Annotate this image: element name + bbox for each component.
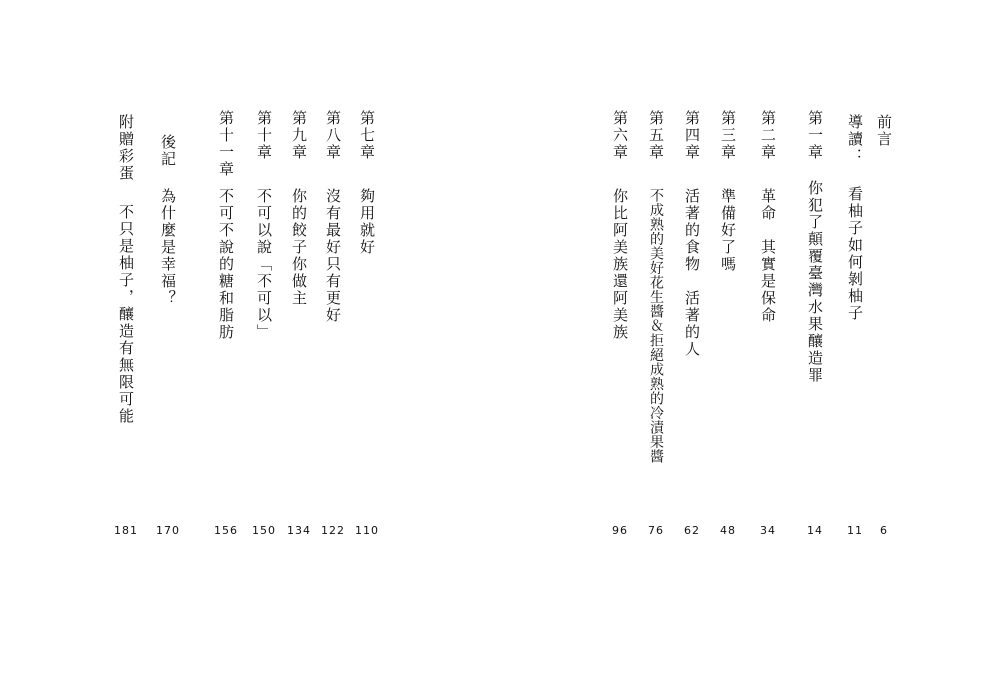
toc-entry-chapter-2	[756, 100, 796, 545]
chapter-title: 革命 其實是保命	[759, 188, 777, 324]
chapter-title: 不成熟的美好花生醬＆拒絕成熟的冷漬果醬	[648, 188, 664, 464]
chapter-label: 第十章	[255, 110, 273, 161]
chapter-label: 第六章	[611, 110, 629, 161]
toc-entry-bonus	[114, 100, 154, 545]
toc-entry-chapter-11	[214, 100, 254, 545]
toc-entry-afterword	[156, 100, 196, 545]
chapter-title: 你比阿美族還阿美族	[611, 188, 629, 341]
page-number: 11	[847, 524, 863, 537]
chapter-label: 第二章	[759, 110, 777, 161]
chapter-label: 第十一章	[217, 110, 235, 178]
chapter-label: 第一章	[806, 110, 824, 161]
page-number: 48	[720, 524, 736, 537]
chapter-label: 後記	[159, 134, 177, 168]
chapter-title: 你的餃子你做主	[290, 188, 308, 307]
page-number: 181	[114, 524, 138, 537]
toc-entry-chapter-9	[287, 100, 327, 545]
toc-entry-chapter-10	[252, 100, 292, 545]
page-number: 134	[287, 524, 311, 537]
toc-entry-chapter-8	[321, 100, 361, 545]
page-number: 96	[612, 524, 628, 537]
chapter-label: 第四章	[683, 110, 701, 161]
toc-entry-chapter-5	[644, 100, 684, 545]
chapter-label: 第九章	[290, 110, 308, 161]
chapter-title: 夠用就好	[358, 188, 376, 256]
page-number: 76	[648, 524, 664, 537]
page-number: 156	[214, 524, 238, 537]
page-number: 122	[321, 524, 345, 537]
chapter-title: 活著的食物 活著的人	[683, 188, 701, 358]
toc-entry-chapter-3	[716, 100, 756, 545]
toc-entry-chapter-4	[680, 100, 720, 545]
page-number: 6	[880, 524, 888, 537]
toc-entry-chapter-7	[355, 100, 395, 545]
page-number: 34	[760, 524, 776, 537]
toc-right-page	[500, 0, 1000, 676]
page-number: 110	[355, 524, 379, 537]
chapter-title: 沒有最好只有更好	[324, 188, 342, 324]
chapter-label: 第三章	[719, 110, 737, 161]
toc-entry-chapter-1	[803, 100, 843, 545]
page-number: 14	[807, 524, 823, 537]
chapter-title: 看柚子如何剝柚子	[846, 186, 864, 322]
chapter-title: 不只是柚子，釀造有無限可能	[117, 204, 135, 425]
page-number: 62	[684, 524, 700, 537]
chapter-label: 第五章	[647, 110, 665, 161]
chapter-title: 準備好了嗎	[719, 188, 737, 273]
chapter-title: 不可以說「不可以」	[255, 188, 273, 341]
chapter-label: 附贈彩蛋	[117, 114, 135, 182]
chapter-label: 導讀：	[846, 114, 864, 165]
chapter-title: 為什麼是幸福？	[159, 188, 177, 307]
chapter-label: 第八章	[324, 110, 342, 161]
page-number: 170	[156, 524, 180, 537]
page-number: 150	[252, 524, 276, 537]
toc-entry-guide	[843, 100, 883, 545]
chapter-label: 前言	[875, 114, 893, 148]
chapter-label: 第七章	[358, 110, 376, 161]
toc-entry-chapter-6	[608, 100, 648, 545]
chapter-title: 不可不說的糖和脂肪	[217, 188, 235, 341]
chapter-title: 你犯了顛覆臺灣水果釀造罪	[806, 180, 824, 384]
